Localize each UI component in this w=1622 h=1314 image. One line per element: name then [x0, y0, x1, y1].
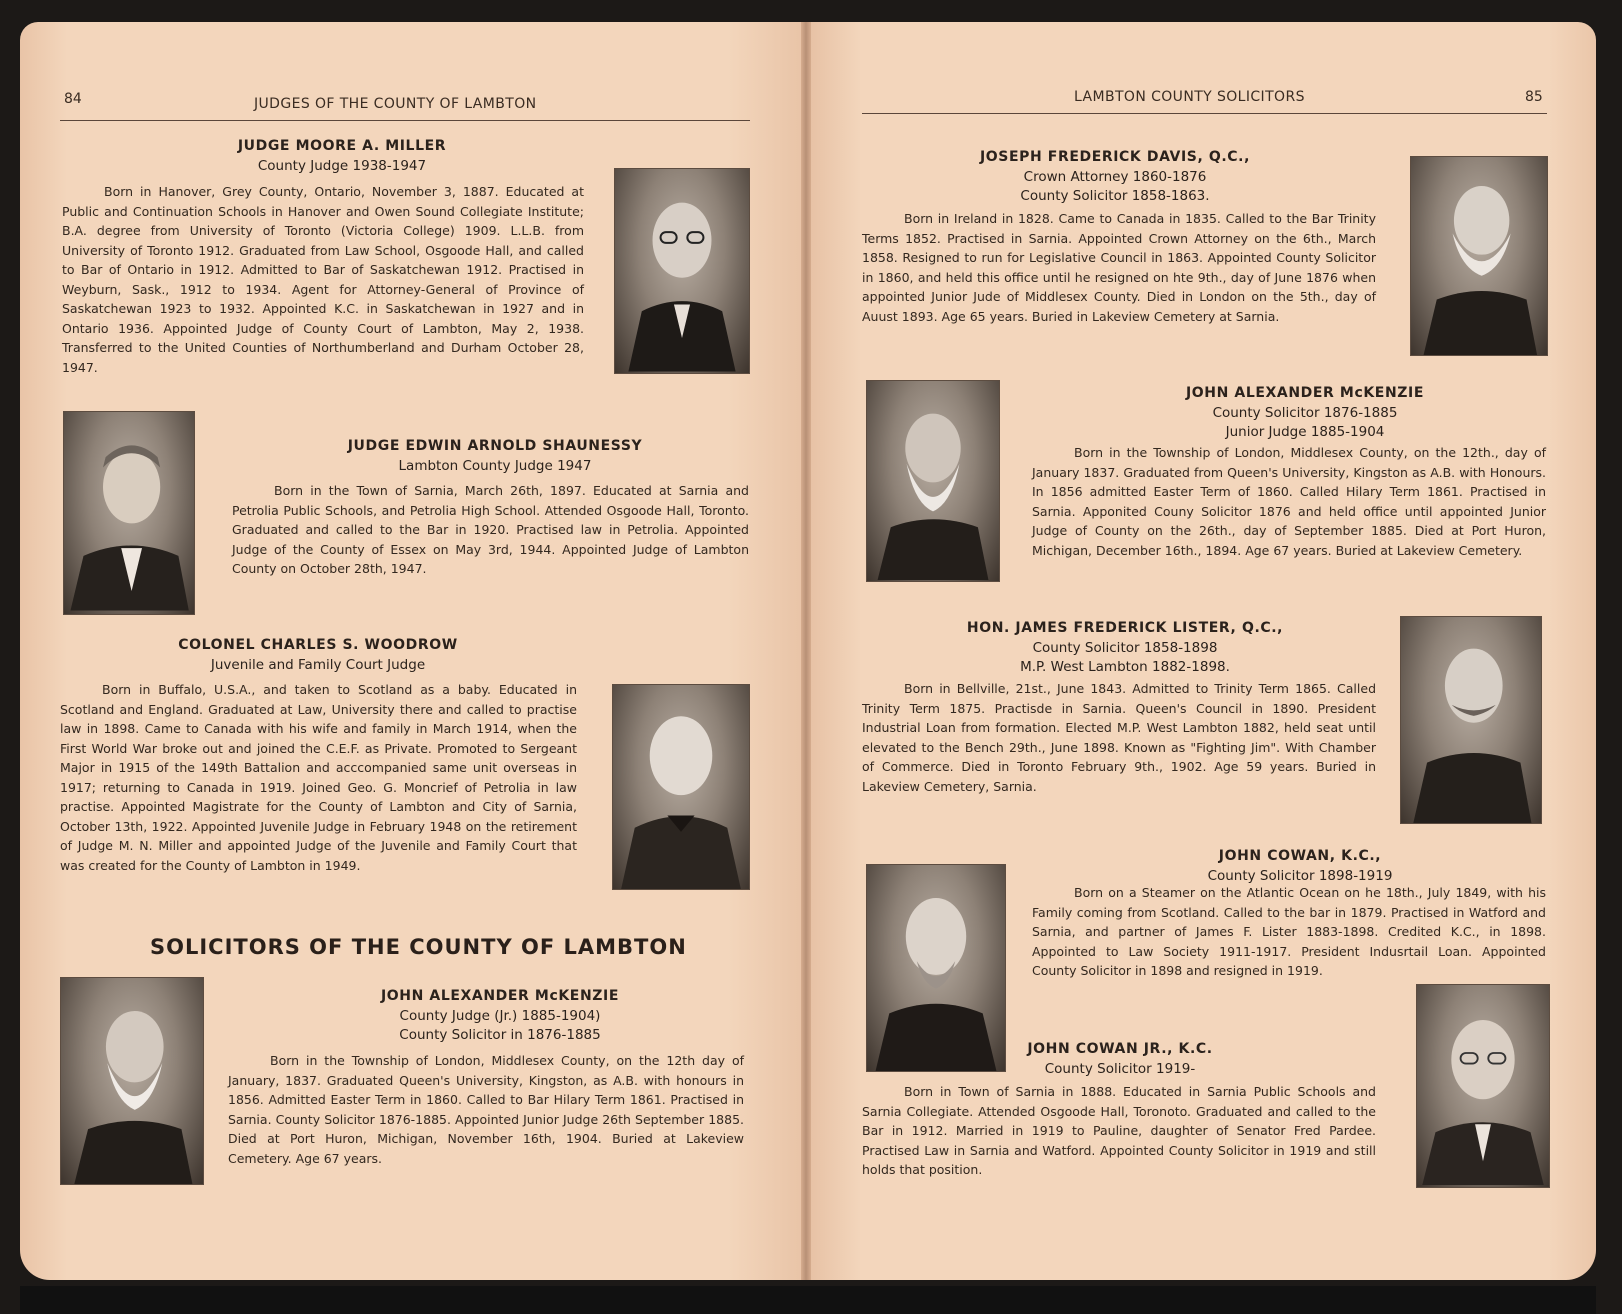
- book-gutter: [801, 22, 811, 1280]
- portrait-photo-icon: [867, 381, 999, 581]
- bottom-shadow: [20, 1286, 1596, 1314]
- entry-subtitle-miller: County Judge 1938-1947: [257, 158, 427, 174]
- portrait-lister: [1400, 616, 1542, 824]
- entry-name-shaunessy: JUDGE EDWIN ARNOLD SHAUNESSY: [347, 438, 643, 454]
- solicitor-subtitle-mckenzie-1: County Judge (Jr.) 1885-1904): [399, 1008, 601, 1024]
- page-number-right: 85: [1525, 89, 1543, 105]
- portrait-photo-icon: [867, 865, 1005, 1071]
- entry-subtitle-cowan-jr: County Solicitor 1919-: [1044, 1061, 1196, 1077]
- running-head-right: LAMBTON COUNTY SOLICITORS: [1074, 89, 1305, 105]
- portrait-woodrow: [612, 684, 750, 890]
- portrait-cowan: [866, 864, 1006, 1072]
- section-title-solicitors: SOLICITORS OF THE COUNTY OF LAMBTON: [150, 935, 687, 959]
- entry-name-cowan: JOHN COWAN, K.C.,: [1218, 848, 1382, 864]
- header-rule-left: [60, 120, 750, 121]
- portrait-mckenzie-right: [866, 380, 1000, 582]
- solicitor-name-mckenzie: JOHN ALEXANDER McKENZIE: [380, 988, 619, 1004]
- entry-name-miller: JUDGE MOORE A. MILLER: [237, 138, 447, 154]
- entry-bio-cowan: Born on a Steamer on the Atlantic Ocean on he 18th., July 1849, with his Family coming from Scotland. Called to the bar in 1879. Practised in Watford and Sarnia, and partner of James F. Lister 1883-1898. Credited K.C., in 1898. Appointed to Law Society 1911-1917. President Indusrtail Loan. Appointed County Solicitor in 1898 and resigned in 1919.: [1032, 885, 1546, 978]
- portrait-photo-icon: [615, 169, 749, 373]
- entry-subtitle-mckenzie-right-1: County Solicitor 1876-1885: [1212, 405, 1398, 421]
- portrait-photo-icon: [613, 685, 749, 889]
- portrait-photo-icon: [1411, 157, 1547, 355]
- entry-subtitle-lister-1: County Solicitor 1858-1898: [1032, 640, 1218, 656]
- entry-bio-woodrow: Born in Buffalo, U.S.A., and taken to Scotland as a baby. Educated in Scotland and England. Graduated at Law, University there and called to practise law in 1898. Came to Canada with his wife and family in March 1914, when the First World War broke out and joined the C.E.F. as Private. Promoted to Sergeant Major in 1915 of the 149th Battalion and acccompanied same unit overseas in 1917; returning to Canada in 1919. Joined Geo. G. Moncrief of Petrolia in law practise. Appointed Magistrate for the County of Lambton and City of Sarnia, October 13th, 1922. Appointed Juvenile Judge in February 1948 on the retirement of Judge M. N. Miller and appointed Judge of the Juvenile and Family Court that was created for the County of Lambton in 1949.: [60, 682, 577, 873]
- entry-name-davis: JOSEPH FREDERICK DAVIS, Q.C.,: [979, 149, 1251, 165]
- portrait-photo-icon: [1401, 617, 1541, 823]
- entry-bio-mckenzie-right: Born in the Township of London, Middlesex County, on the 12th., day of January 1837. Graduated from Queen's University, Kingston as A.B. with Honours. In 1856 admitted Easter Term of 1860. Called Hilary Term 1861. Practised in Sarnia. Apponited Couny Solicitor 1876 and held office until appointed Junior Judge of County on the 26th., day of September 1885. Died at Port Huron, Michigan, December 16th., 1894. Age 67 years. Buried at Lakeview Cemetery.: [1032, 445, 1546, 558]
- portrait-mckenzie-left: [60, 977, 204, 1185]
- entry-bio-cowan-jr: Born in Town of Sarnia in 1888. Educated in Sarnia Public Schools and Sarnia Collegiate. Attended Osgoode Hall, Toronoto. Graduated and called to the Bar in 1912. Married in 1919 to Pauline, daughter of Senator Fred Pardee. Practised Law in Sarnia and Watford. Appointed County Solicitor in 1919 and still holds that position.: [862, 1084, 1376, 1177]
- page-number-left: 84: [64, 91, 82, 107]
- solicitor-subtitle-mckenzie-2: County Solicitor in 1876-1885: [399, 1027, 601, 1043]
- entry-subtitle-lister-2: M.P. West Lambton 1882-1898.: [1020, 659, 1230, 675]
- entry-subtitle-mckenzie-right-2: Junior Judge 1885-1904: [1225, 424, 1385, 440]
- entry-name-lister: HON. JAMES FREDERICK LISTER, Q.C.,: [966, 620, 1284, 636]
- portrait-photo-icon: [64, 412, 194, 614]
- entry-bio-davis: Born in Ireland in 1828. Came to Canada in 1835. Called to the Bar Trinity Terms 1852. Practised in Sarnia. Appointed Crown Attorney on the 6th., March 1858. Resigned to run for Legislative Council in 1863. Appointed County Solicitor in 1860, and held this office until he resigned on hte 9th., day of June 1876 when appointed Junior Jude of Middlesex County. Died in London on the 5th., day of Auust 1893. Age 65 years. Buried in Lakeview Cemetery at Sarnia.: [862, 211, 1376, 324]
- entry-subtitle-shaunessy: Lambton County Judge 1947: [398, 458, 592, 474]
- entry-subtitle-woodrow: Juvenile and Family Court Judge: [210, 657, 426, 673]
- portrait-shaunessy: [63, 411, 195, 615]
- entry-bio-miller: Born in Hanover, Grey County, Ontario, November 3, 1887. Educated at Public and Continuation Schools in Hanover and Owen Sound Collegiate Institute; B.A. degree from University of Toronto (Victoria College) 1909. L.L.B. from University of Toronto 1912. Graduated from Law School, Osgoode Hall, and called to Bar of Ontario in 1912. Admitted to Bar of Saskatchewan 1912. Practised in Weyburn, Sask., 1912 to 1934. Agent for Attorney-General of Province of Saskatchewan 1923 to 1932. Appointed K.C. in Saskatchewan in 1927 and in Ontario 1936. Appointed Judge of County Court of Lambton, May 2, 1938. Transferred to the United Counties of Northumberland and Durham October 28, 1947.: [62, 184, 584, 375]
- entry-bio-lister: Born in Bellville, 21st., June 1843. Admitted to Trinity Term 1865. Called Trinity Term 1875. Practisde in Sarnia. Queen's Council in 1890. President Industrial Loan from formation. Elected M.P. West Lambton 1882, held seat until elevated to the Bench 29th., June 1898. Known as "Fighting Jim". With Chamber of Commerce. Died in Toronto February 9th., 1902. Age 59 years. Buried in Lakeview Cemetery, Sarnia.: [862, 681, 1376, 794]
- entry-bio-shaunessy: Born in the Town of Sarnia, March 26th, 1897. Educated at Sarnia and Petrolia Public Schools, and Petrolia High School. Attended Osgoode Hall, Toronto. Graduated and called to the Bar in 1920. Practised law in Petrolia. Appointed Judge of the County of Essex on May 3rd, 1944. Appointed Judge of Lambton County on October 28th, 1947.: [232, 483, 749, 576]
- portrait-cowan-jr: [1416, 984, 1550, 1188]
- portrait-photo-icon: [1417, 985, 1549, 1187]
- running-head-left: JUDGES OF THE COUNTY OF LAMBTON: [254, 96, 537, 112]
- entry-subtitle-davis-2: County Solicitor 1858-1863.: [1020, 188, 1210, 204]
- portrait-miller: [614, 168, 750, 374]
- header-rule-right: [862, 113, 1547, 114]
- portrait-davis: [1410, 156, 1548, 356]
- entry-name-woodrow: COLONEL CHARLES S. WOODROW: [178, 637, 458, 653]
- portrait-photo-icon: [61, 978, 203, 1184]
- entry-name-cowan-jr: JOHN COWAN JR., K.C.: [1027, 1041, 1213, 1057]
- entry-subtitle-cowan: County Solicitor 1898-1919: [1207, 868, 1393, 884]
- entry-subtitle-davis-1: Crown Attorney 1860-1876: [1023, 169, 1207, 185]
- entry-name-mckenzie-right: JOHN ALEXANDER McKENZIE: [1185, 385, 1424, 401]
- solicitor-bio-mckenzie: Born in the Township of London, Middlesex County, on the 12th day of January, 1837. Graduated Queen's University, Kingston, as A.B. with honours in 1856. Admitted Easter Term in 1860. Called to Bar Hilary Term 1861. Practised in Sarnia. County Solicitor 1876-1885. Appointed Junior Judge 26th September 1885. Died at Port Huron, Michigan, November 16th, 1904. Buried at Lakeview Cemetery. Age 67 years.: [228, 1053, 744, 1166]
